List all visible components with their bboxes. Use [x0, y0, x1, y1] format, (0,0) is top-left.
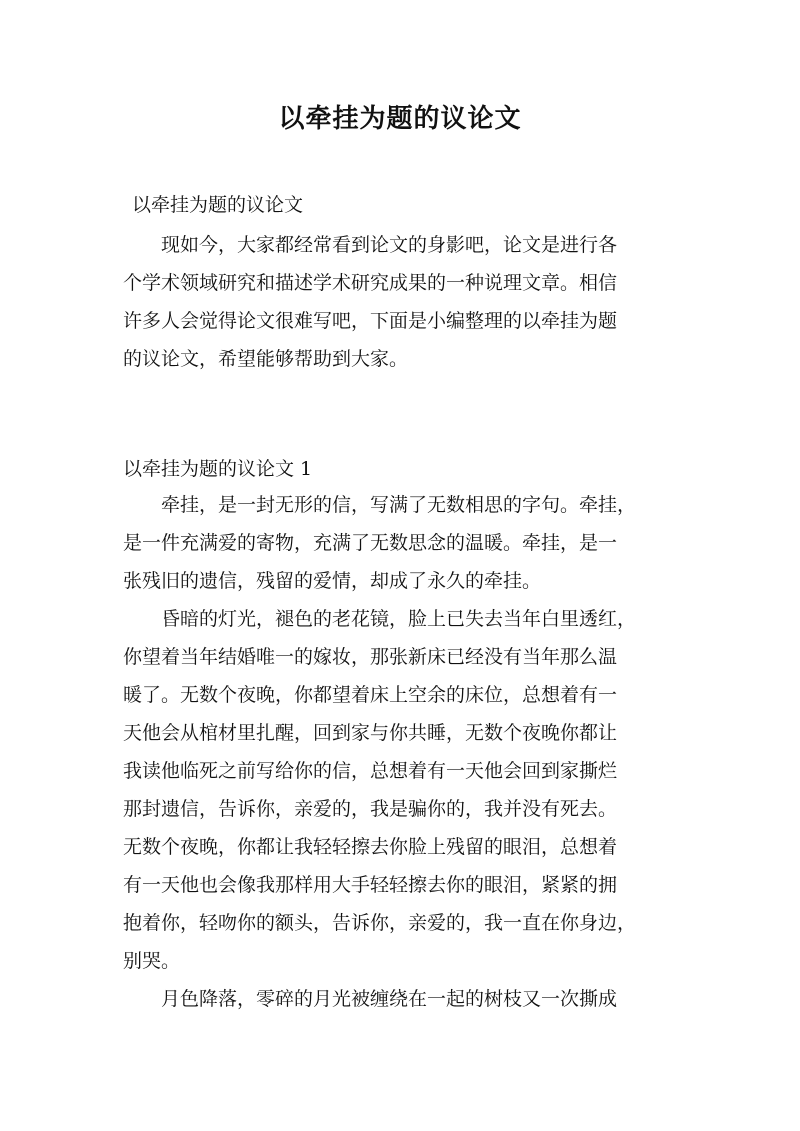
- intro-line: 现如今，大家都经常看到论文的身影吧，论文是进行各: [161, 234, 618, 256]
- paragraph-line: 那封遗信，告诉你，亲爱的，我是骗你的，我并没有死去。: [123, 798, 618, 820]
- paragraph-line: 我读他临死之前写给你的信，总想着有一天他会回到家撕烂: [123, 760, 618, 782]
- intro-line: 许多人会觉得论文很难写吧，下面是小编整理的以牵挂为题: [123, 310, 618, 332]
- document-subtitle: 以牵挂为题的议论文: [132, 194, 304, 216]
- paragraph-line: 牵挂，是一封无形的信，写满了无数相思的字句。牵挂，: [161, 494, 637, 516]
- section-heading: 以牵挂为题的议论文 1: [123, 458, 313, 480]
- body-paragraph-2: [123, 600, 683, 980]
- paragraph-line: 天他会从棺材里扎醒，回到家与你共睡，无数个夜晚你都让: [123, 722, 618, 744]
- paragraph-line: 暖了。无数个夜晚，你都望着床上空余的床位，总想着有一: [123, 684, 618, 706]
- paragraph-line: 别哭。: [123, 950, 181, 972]
- intro-paragraph: [123, 226, 683, 378]
- paragraph-line: 张残旧的遗信，残留的爱情，却成了永久的牵挂。: [123, 570, 542, 592]
- paragraph-line: 月色降落，零碎的月光被缠绕在一起的树枝又一次撕成: [161, 988, 618, 1010]
- body-paragraph-1: [123, 486, 683, 600]
- intro-line: 的议论文，希望能够帮助到大家。: [123, 348, 409, 370]
- paragraph-line: 有一天他也会像我那样用大手轻轻擦去你的眼泪，紧紧的拥: [123, 874, 618, 896]
- paragraph-line: 是一件充满爱的寄物，充满了无数思念的温暖。牵挂，是一: [123, 532, 618, 554]
- body-paragraph-3: [123, 980, 683, 1018]
- paragraph-line: 抱着你，轻吻你的额头，告诉你，亲爱的，我一直在你身边，: [123, 912, 637, 934]
- paragraph-line: 你望着当年结婚唯一的嫁妆，那张新床已经没有当年那么温: [123, 646, 618, 668]
- document-title: 以牵挂为题的议论文: [278, 104, 522, 134]
- intro-line: 个学术领域研究和描述学术研究成果的一种说理文章。相信: [123, 272, 618, 294]
- paragraph-line: 无数个夜晚，你都让我轻轻擦去你脸上残留的眼泪，总想着: [123, 836, 618, 858]
- paragraph-line: 昏暗的灯光，褪色的老花镜，脸上已失去当年白里透红，: [161, 608, 637, 630]
